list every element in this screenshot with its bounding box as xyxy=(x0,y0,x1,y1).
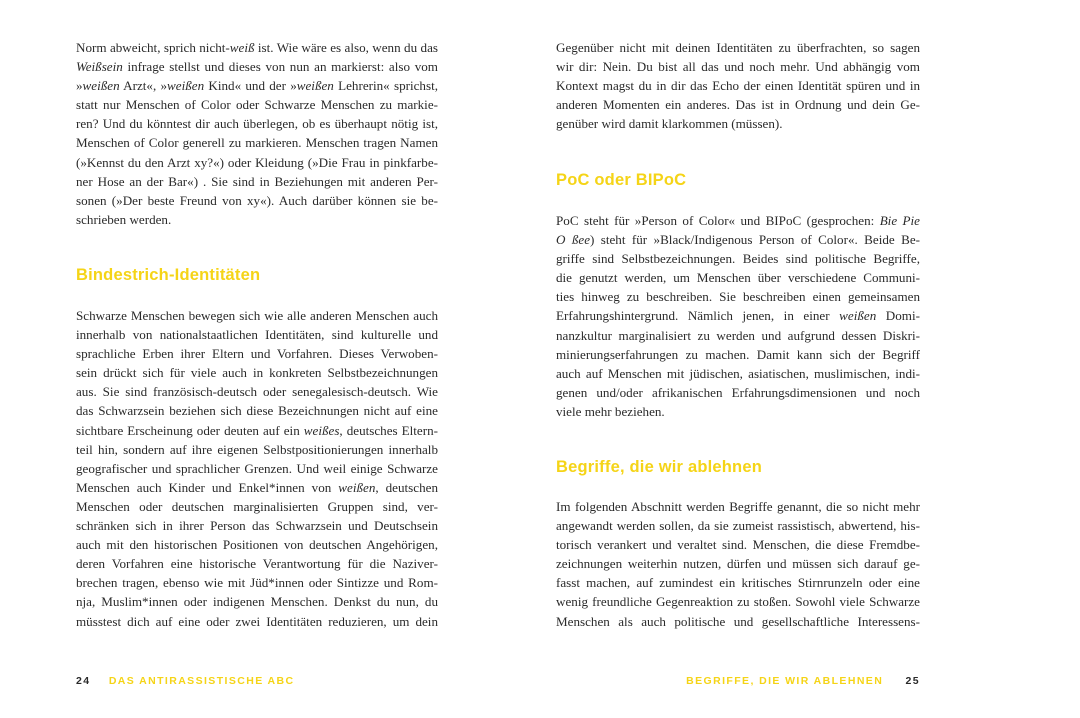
text-line: nanzkultur marginalisiert zu werden und aufgrund dessen Diskri- xyxy=(556,327,920,343)
text-line: aus. Sie sind französisch-deutsch oder senegalesisch-deutsch. Wie xyxy=(76,384,438,400)
text-line: brechen tragen, ebenso wie mit Jüd*innen oder Sintizze und Rom- xyxy=(76,575,438,591)
text-line: ner Hose an der Bar«) . Sie sind in Beziehungen mit anderen Per- xyxy=(76,173,438,189)
text-line: Im folgenden Abschnitt werden Begriffe genannt, die so nicht mehr xyxy=(556,499,920,514)
left-running-title: DAS ANTIRASSISTISCHE ABC xyxy=(108,675,295,687)
text-line: ren? Und du könntest dir auch überlegen, ob es überhaupt nötig ist, xyxy=(76,116,438,132)
left-footer xyxy=(76,675,294,689)
right-page-number: 25 xyxy=(905,675,920,687)
left-paragraph-2 xyxy=(76,306,438,631)
text-line: genen und/oder afrikanischen Erfahrungsdimensionen und noch xyxy=(556,384,920,400)
left-page xyxy=(76,0,438,718)
text-line: griffe sind Selbstbezeichnungen. Beides sind politische Begriffe, xyxy=(556,251,920,267)
text-line: torisch verankert und veraltet sind. Menschen, die diese Fremdbe- xyxy=(556,537,920,553)
text-line: Schwarze Menschen bewegen sich wie alle anderen Menschen auch xyxy=(76,308,438,323)
text-line: schränken sich in ihrer Person das Schwarzsein und Deutschsein xyxy=(76,518,438,534)
text-line: O ßee) steht für »Black/Indigenous Person of Color«. Beide Be- xyxy=(556,232,920,248)
text-line: teil hin, sondern auf ihre eigenen Selbstpositionierungen innerhalb xyxy=(76,441,438,457)
text-line: fasst machen, auf zumindest ein kritisches Stirnrunzeln oder eine xyxy=(556,575,920,591)
text-line: »weißen Arzt«, »weißen Kind« und der »weißen Lehrerin« sprichst, xyxy=(76,78,438,94)
text-line: Menschen oder deutschen marginalisierten Gruppen sind, ver- xyxy=(76,498,438,514)
text-line: Norm abweicht, sprich nicht-weiß ist. Wie wäre es also, wenn du das xyxy=(76,40,438,55)
text-line: sein drückt sich für viele auch in konkreten Selbstbezeichnungen xyxy=(76,365,438,381)
text-line: sprachliche Erben ihrer Eltern und Vorfahren. Dieses Verwoben- xyxy=(76,346,438,362)
right-page xyxy=(556,0,920,718)
section-heading-poc: PoC oder BIPoC xyxy=(556,171,687,189)
text-line: auch auf Menschen mit jüdischen, asiatischen, muslimischen, indi- xyxy=(556,365,920,381)
text-line: müsstest dich auf eine oder zwei Identitäten reduzieren, um dein xyxy=(76,613,438,629)
left-paragraph-1 xyxy=(76,38,438,229)
text-line: Erfahrungshintergrund. Nämlich jenen, in einer weißen Domi- xyxy=(556,308,920,324)
text-line: angewandt werden sollen, da sie zumeist rassistisch, abwertend, his- xyxy=(556,518,920,534)
text-line: genüber wird damit klarkommen (müssen). xyxy=(556,116,783,132)
text-line: zeichnungen weiterhin nutzen, dürfen und müssen sich darauf ge- xyxy=(556,556,920,572)
text-line: Weißsein infrage stellst und dieses von nun an markierst: also vom xyxy=(76,59,438,75)
left-page-number: 24 xyxy=(76,675,91,687)
right-footer xyxy=(686,675,920,689)
text-line: Menschen als auch politische und gesellschaftliche Interessens- xyxy=(556,613,920,629)
right-paragraph-1 xyxy=(556,38,920,133)
text-line: anderen Momenten ein anderes. Das ist in Ordnung und dein Ge- xyxy=(556,97,920,113)
text-line: (»Kennst du den Arzt xy?«) oder Kleidung (»Die Frau in pinkfarbe- xyxy=(76,154,438,170)
text-line: schrieben werden. xyxy=(76,211,172,227)
text-line: sonen (»Der beste Freund von xy«). Auch darüber können sie be- xyxy=(76,192,438,208)
text-line: geografischer und sprachlicher Grenzen. Und weil einige Schwarze xyxy=(76,460,438,476)
text-line: Menschen auch Kinder und Enkel*innen von weißen, deutschen xyxy=(76,479,438,495)
text-line: wir dir: Nein. Du bist all das und noch mehr. Und abhängig vom xyxy=(556,59,920,75)
text-line: statt nur Menschen of Color oder Schwarze Menschen zu markie- xyxy=(76,97,438,113)
text-line: minierungserfahrungen zu machen. Damit kann sich der Begriff xyxy=(556,346,920,362)
right-paragraph-3 xyxy=(556,497,920,631)
text-line: Gegenüber nicht mit deinen Identitäten zu überfrachten, so sagen xyxy=(556,40,920,55)
right-paragraph-2 xyxy=(556,211,920,421)
text-line: ties hinweg zu beschreiben. Sie beschreiben einen gemeinsamen xyxy=(556,289,920,305)
section-heading-bindestrich: Bindestrich-Identitäten xyxy=(76,266,261,284)
text-line: wenig freundliche Gegenreaktion zu stoßen. Sowohl viele Schwarze xyxy=(556,594,920,610)
text-line: nja, Muslim*innen oder indigenen Menschen. Denkst du nun, du xyxy=(76,594,438,610)
text-line: sichtbare Erscheinung oder deuten auf ein weißes, deutsches Eltern- xyxy=(76,422,439,438)
text-line: deren Vorfahren eine historische Verantwortung für die Naziver- xyxy=(76,556,438,572)
text-line: innerhalb von nationalstaatlichen Identitäten, sind kulturelle und xyxy=(76,327,438,343)
text-line: Kontext magst du in dir das Echo der einen Identität spüren und in xyxy=(556,78,920,94)
text-line: das Schwarzsein beziehen sich diese Bezeichnungen nicht auf eine xyxy=(76,403,438,419)
text-line: auch mit den historischen Positionen von deutschen Angehörigen, xyxy=(76,537,438,553)
text-line: die genutzt werden, um Menschen über verschiedene Communi- xyxy=(556,270,920,286)
text-line: Menschen of Color generell zu markieren. Menschen tragen Namen xyxy=(76,135,438,151)
section-heading-begriffe: Begriffe, die wir ablehnen xyxy=(556,458,762,476)
text-line: PoC steht für »Person of Color« und BIPoC (gesprochen: Bie Pie xyxy=(556,213,920,228)
text-line: viele mehr beziehen. xyxy=(556,403,665,419)
right-running-title: BEGRIFFE, DIE WIR ABLEHNEN xyxy=(686,675,884,687)
